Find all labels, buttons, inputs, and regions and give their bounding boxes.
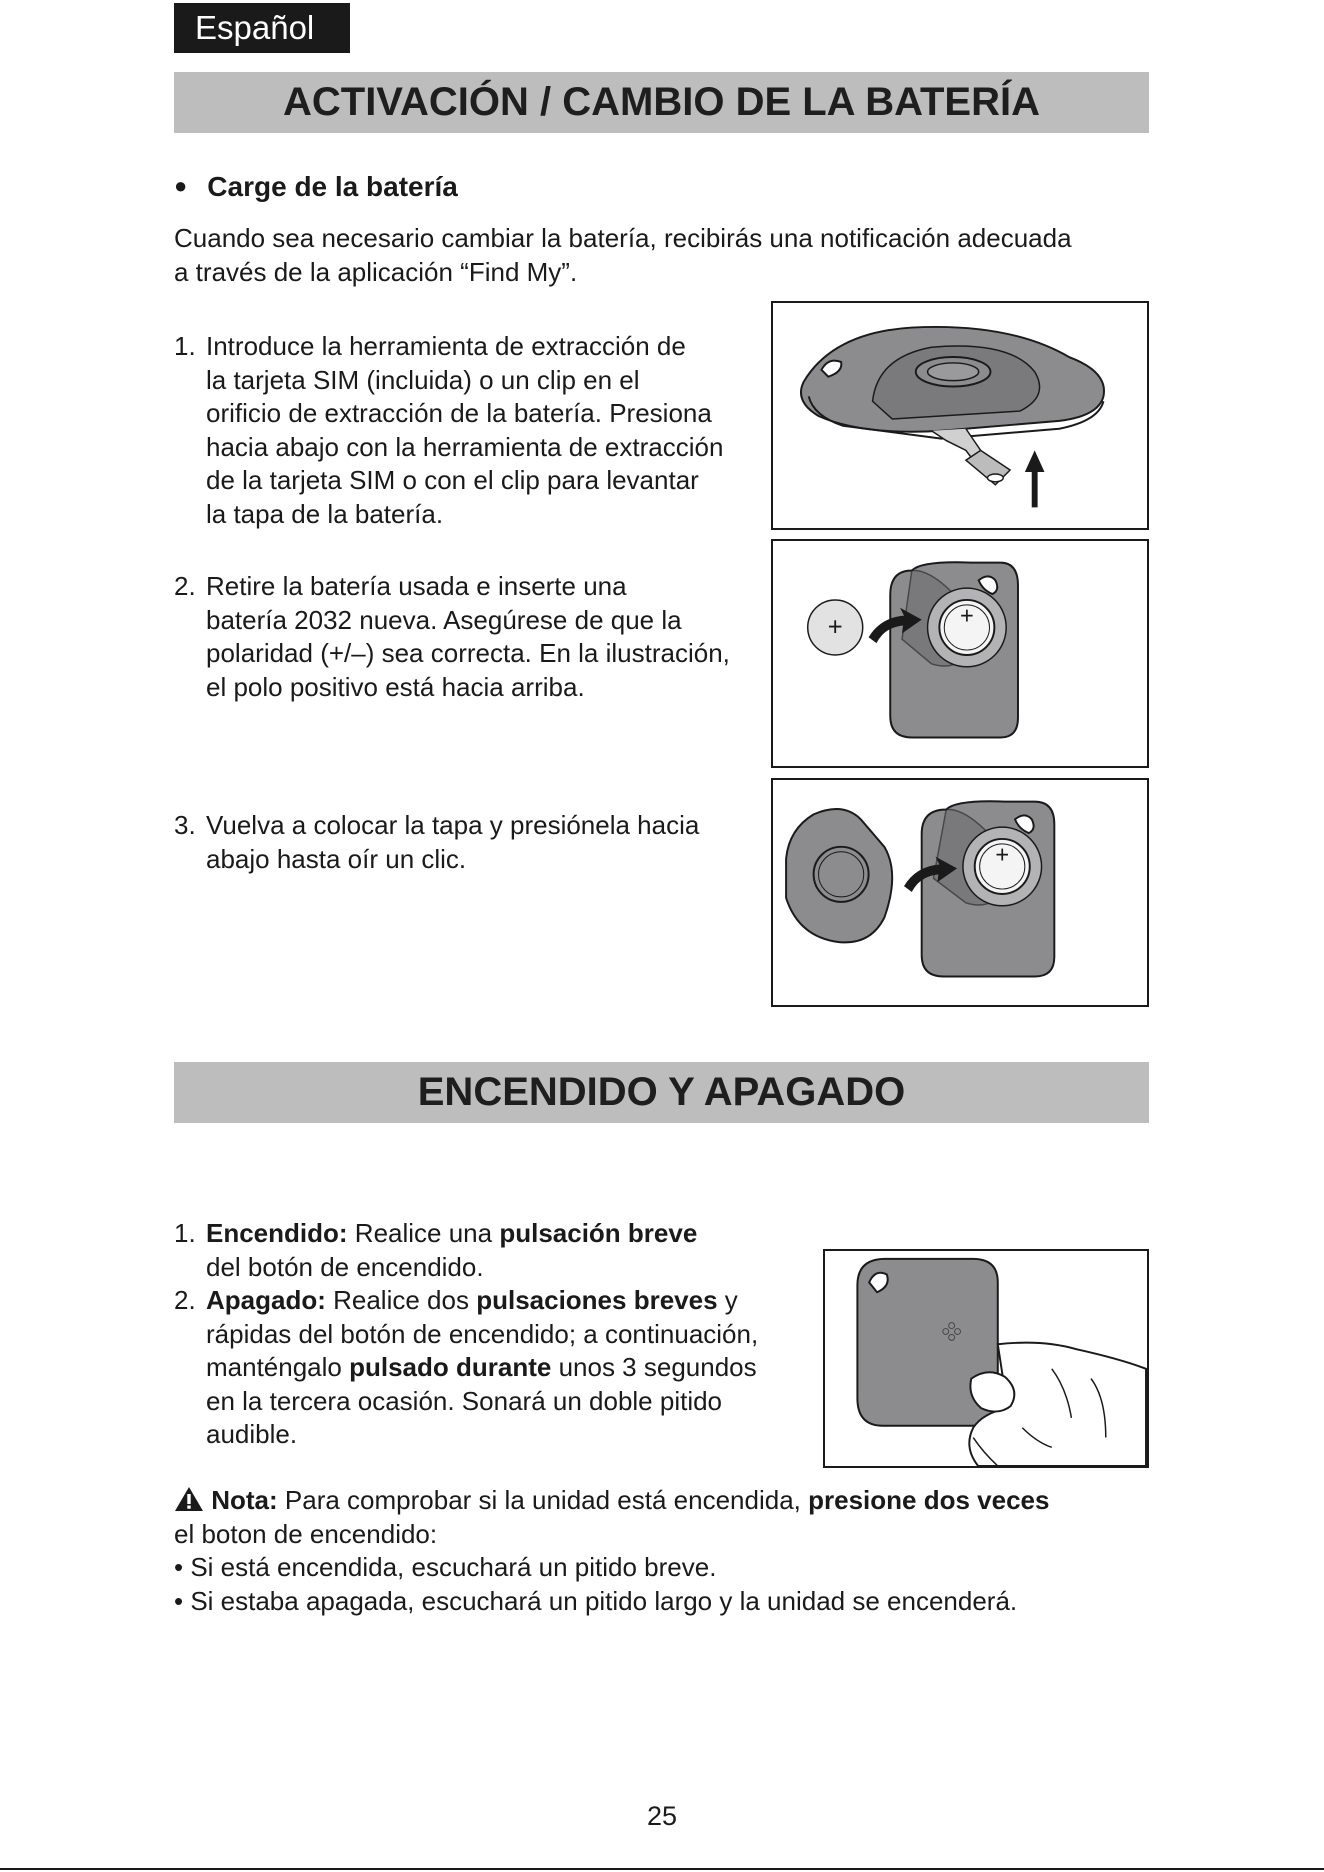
plus-label: + — [827, 613, 843, 642]
step-number: 3. — [174, 810, 196, 840]
step-line: Vuelva a colocar la tapa y presiónela hacia — [206, 810, 700, 840]
note-line: el boton de encendido: — [174, 1518, 438, 1549]
plus-label: + — [959, 602, 974, 629]
bottom-rule — [0, 1868, 1324, 1870]
open-cover-illustration — [773, 303, 1147, 528]
battery-step-2 — [174, 570, 774, 704]
note-bullet: • Si estaba apagada, escuchará un pitido largo y la unidad se encenderá. — [174, 1585, 1018, 1616]
step-line: orificio de extracción de la batería. Presiona — [206, 398, 712, 428]
note-emphasis: presione dos veces — [808, 1485, 1050, 1515]
section-title-power: ENCENDIDO Y APAGADO — [174, 1062, 1149, 1123]
step-line: abajo hasta oír un clic. — [206, 843, 467, 874]
step-number: 2. — [174, 571, 196, 601]
step-number: 1. — [174, 331, 196, 361]
note-bullet: • Si está encendida, escuchará un pitido breve. — [174, 1552, 717, 1582]
step-line: rápidas del botón de encendido; a continuación, — [206, 1318, 759, 1349]
bullet-icon: ● — [174, 173, 188, 198]
battery-step-3 — [174, 809, 774, 876]
step-line: batería 2032 nueva. Asegúrese de que la — [206, 604, 682, 635]
step-text: manténgalo — [206, 1352, 350, 1382]
intro-line: Cuando sea necesario cambiar la batería, recibirás una notificación adecuada — [174, 223, 1072, 253]
figure-replace-battery — [771, 539, 1149, 768]
step-line: Retire la batería usada e inserte una — [206, 571, 627, 601]
step-text: Realice dos — [325, 1285, 477, 1315]
step-number: 1. — [174, 1218, 196, 1248]
intro-paragraph — [174, 222, 1072, 289]
power-step-1 — [174, 1217, 814, 1284]
step-number: 2. — [174, 1285, 196, 1315]
subheading-text: Carge de la batería — [207, 171, 458, 202]
step-line: del botón de encendido. — [206, 1251, 484, 1282]
step-text: y — [717, 1285, 738, 1315]
step-line: el polo positivo está hacia arriba. — [206, 671, 585, 702]
step-label: Encendido: — [206, 1218, 348, 1248]
step-line: polaridad (+/–) sea correcta. En la ilustración, — [206, 638, 730, 668]
close-cover-illustration — [773, 780, 1147, 1005]
step-label: Apagado: — [206, 1285, 326, 1315]
step-line: la tapa de la batería. — [206, 498, 444, 529]
step-line: de la tarjeta SIM o con el clip para levantar — [206, 465, 699, 495]
step-line: hacia abajo con la herramienta de extracción — [206, 431, 724, 462]
step-emphasis: pulsación breve — [499, 1218, 698, 1248]
warning-icon — [174, 1486, 204, 1512]
subheading-battery-charge — [174, 168, 458, 205]
step-line: audible. — [206, 1419, 298, 1449]
step-text: unos 3 segundos — [551, 1352, 757, 1382]
language-tab: Español — [174, 3, 350, 53]
note-text: Para comprobar si la unidad está encendida, — [277, 1485, 809, 1515]
step-emphasis: pulsaciones breves — [476, 1285, 718, 1315]
figure-close-cover — [771, 778, 1149, 1007]
power-step-2 — [174, 1284, 814, 1452]
section-title-battery: ACTIVACIÓN / CAMBIO DE LA BATERÍA — [174, 72, 1149, 133]
step-text: Realice una — [347, 1218, 500, 1248]
step-line: en la tercera ocasión. Sonará un doble pitido — [206, 1385, 723, 1416]
note-label: Nota: — [211, 1485, 278, 1515]
page-number: 25 — [646, 1801, 678, 1831]
press-button-illustration — [825, 1251, 1147, 1466]
replace-battery-illustration — [773, 541, 1147, 766]
figure-open-cover — [771, 301, 1149, 530]
step-line: la tarjeta SIM (incluida) o un clip en el — [206, 364, 640, 395]
step-line: Introduce la herramienta de extracción de — [206, 331, 686, 361]
plus-label: + — [995, 841, 1010, 868]
battery-step-1 — [174, 330, 764, 531]
figure-press-button — [823, 1249, 1149, 1468]
note-block — [174, 1484, 1049, 1618]
intro-line: a través de la aplicación “Find My”. — [174, 256, 578, 287]
step-emphasis: pulsado durante — [349, 1352, 552, 1382]
